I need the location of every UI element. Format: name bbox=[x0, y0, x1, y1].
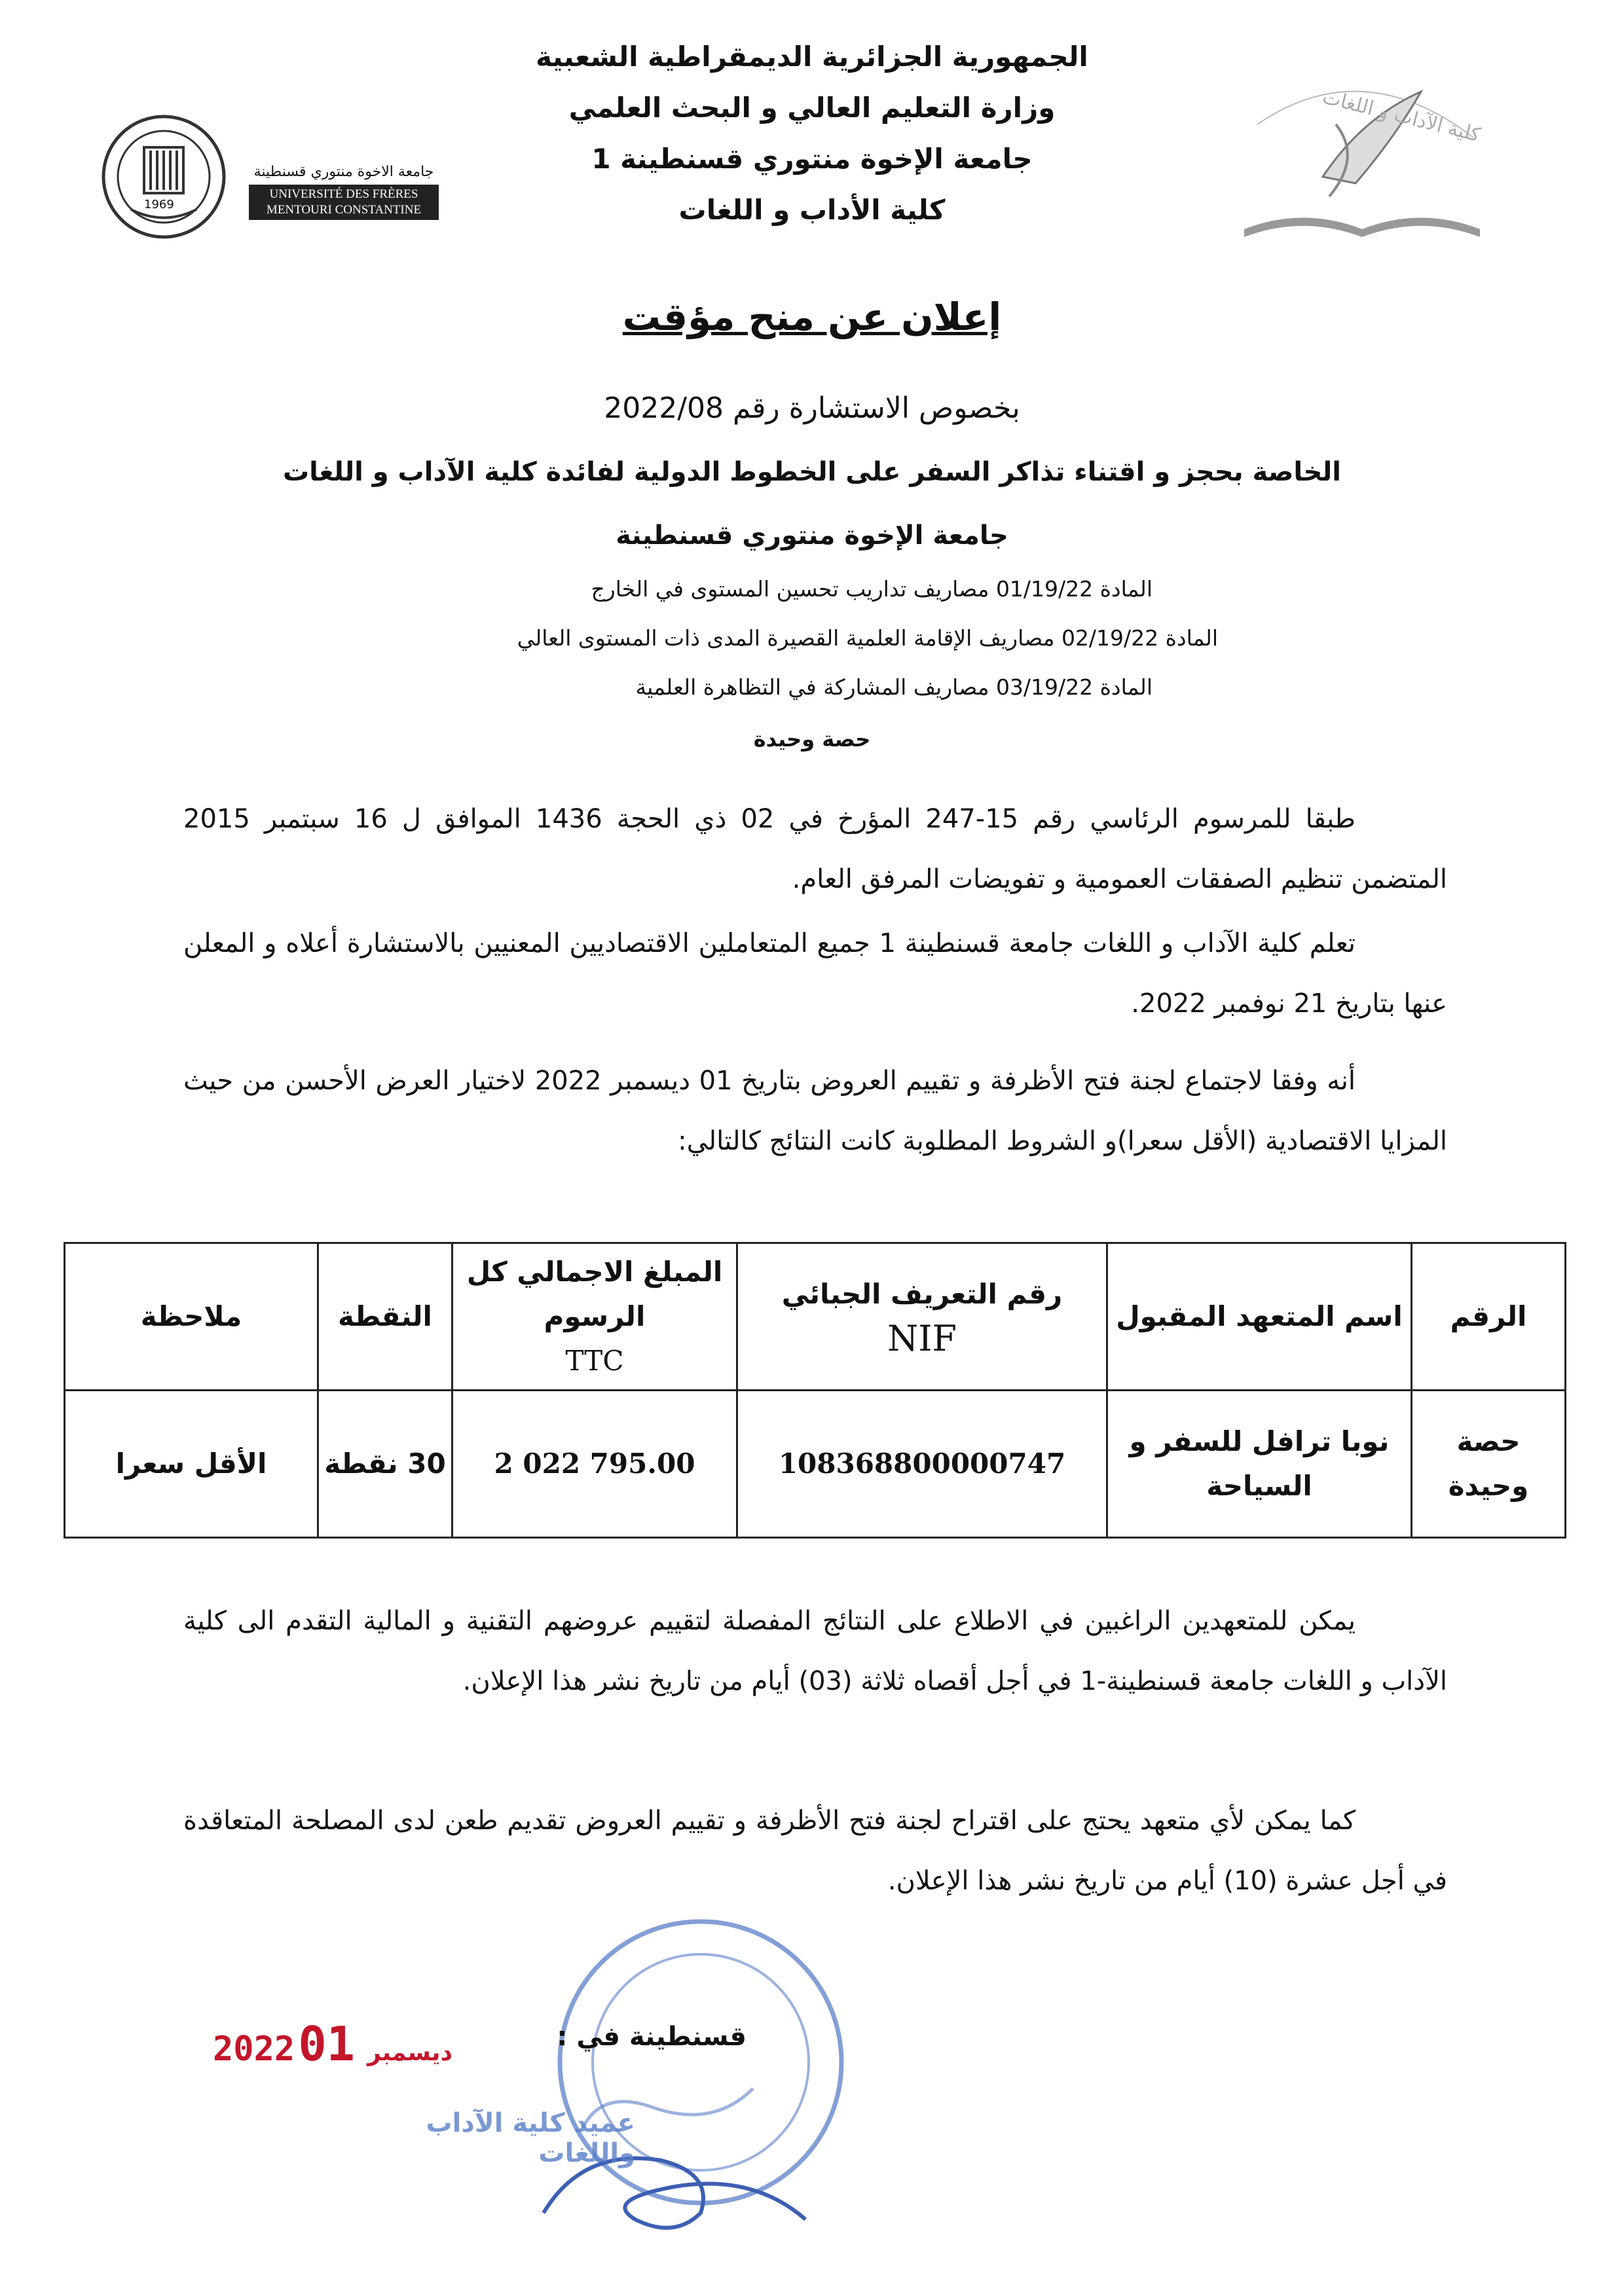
official-seal-icon bbox=[504, 1912, 871, 2252]
header-nif-latin: NIF bbox=[887, 1318, 957, 1359]
header-republic: الجمهورية الجزائرية الديمقراطية الشعبية bbox=[536, 41, 1088, 73]
cell-amount: 2 022 795.00 bbox=[452, 1391, 737, 1538]
header-score: النقطة bbox=[318, 1243, 452, 1391]
header-number: الرقم bbox=[1412, 1243, 1566, 1391]
article-3: المادة 03/19/22 مصاريف المشاركة في التظاهرة العلمية bbox=[635, 674, 1153, 700]
consultation-subject: الخاصة بحجز و اقتناء تذاكر السفر على الخطوط الدولية لفائدة كلية الآداب و اللغات bbox=[282, 457, 1341, 487]
cell-note: الأقل سعرا bbox=[65, 1391, 318, 1538]
footer-place: قسنطينة في : bbox=[557, 2022, 747, 2052]
header-note: ملاحظة bbox=[65, 1243, 318, 1391]
seal-dean-label: عميد كلية الآداب واللغات bbox=[426, 2108, 635, 2168]
date-stamp bbox=[213, 2016, 475, 2069]
stamp-year: 2022 bbox=[213, 2030, 295, 2069]
header-amount-ttc: TTC bbox=[565, 1345, 624, 1377]
article-2: المادة 02/19/22 مصاريف الإقامة العلمية القصيرة المدى ذات المستوى العالي bbox=[517, 625, 1218, 651]
document-title: إعلان عن منح مؤقت bbox=[622, 295, 1002, 339]
consultation-university: جامعة الإخوة منتوري قسنطينة bbox=[616, 520, 1008, 551]
header-ministry: وزارة التعليم العالي و البحث العلمي bbox=[568, 92, 1056, 124]
paragraph-committee bbox=[183, 1051, 1447, 1171]
paragraph-consultation-results-text: يمكن للمتعهدين الراغبين في الاطلاع على النتائج المفصلة لتقييم عروضهم التقنية و المالية التقدم الى كلية الآداب و اللغات جامعة قسنطينة-1 في أجل أقصاه ثلاثة (03) أيام من تاريخ نشر هذا الإعلان. bbox=[183, 1606, 1447, 1696]
header-university: جامعة الإخوة منتوري قسنطينة 1 bbox=[591, 143, 1033, 175]
cell-score: 30 نقطة bbox=[318, 1391, 452, 1538]
cell-bidder: نوبا ترافل للسفر و السياحة bbox=[1107, 1391, 1412, 1538]
university-year: 1969 bbox=[144, 198, 174, 211]
header-amount bbox=[452, 1243, 737, 1391]
stamp-month: ديسمبر bbox=[367, 2039, 452, 2066]
consultation-reference: بخصوص الاستشارة رقم 2022/08 bbox=[604, 392, 1020, 425]
header-nif-arabic: رقم التعريف الجبائي bbox=[781, 1278, 1063, 1310]
paragraph-appeal bbox=[183, 1791, 1447, 1911]
header-faculty: كلية الأداب و اللغات bbox=[678, 194, 946, 226]
university-latin-line1: UNIVERSITÉ DES FRÈRES bbox=[269, 187, 418, 201]
cell-nif: 108368800000747 bbox=[737, 1391, 1107, 1538]
cell-number: حصة وحيدة bbox=[1412, 1391, 1566, 1538]
paragraph-notice bbox=[183, 913, 1447, 1034]
header-nif bbox=[737, 1243, 1107, 1391]
university-name-arabic: جامعة الاخوة منتوري قسنطينة bbox=[253, 164, 434, 180]
header-amount-arabic: المبلغ الاجمالي كل الرسوم bbox=[466, 1256, 723, 1332]
paragraph-appeal-text: كما يمكن لأي متعهد يحتج على اقتراح لجنة فتح الأظرفة و تقييم العروض تقديم طعن لدى المصلحة المتعاقدة في أجل عشرة (10) أيام من تاريخ نشر هذا الإعلان. bbox=[183, 1806, 1447, 1896]
paragraph-notice-text: تعلم كلية الآداب و اللغات جامعة قسنطينة 1 جميع المتعاملين الاقتصاديين المعنيين بالاستشارة أعلاه و المعلن عنها بتاريخ 21 نوفمبر 2022. bbox=[183, 928, 1447, 1019]
table-row bbox=[65, 1391, 1566, 1538]
stamp-day: 01 bbox=[298, 2016, 356, 2071]
article-1: المادة 01/19/22 مصاريف تداريب تحسين المستوى في الخارج bbox=[591, 576, 1153, 602]
paragraph-decree-text: طبقا للمرسوم الرئاسي رقم 15-247 المؤرخ في 02 ذي الحجة 1436 الموافق ل 16 سبتمبر 2015 المتضمن تنظيم الصفقات العمومية و تفويضات المرفق العام. bbox=[183, 804, 1447, 894]
lot-label: حصة وحيدة bbox=[753, 727, 871, 752]
paragraph-consultation-results bbox=[183, 1591, 1447, 1711]
table-header-row bbox=[65, 1243, 1566, 1391]
results-table bbox=[64, 1242, 1566, 1539]
faculty-logo-text: كلية الآداب و اللغات bbox=[1320, 85, 1483, 147]
header-bidder: اسم المتعهد المقبول bbox=[1107, 1243, 1412, 1391]
university-latin-line2: MENTOURI CONSTANTINE bbox=[266, 203, 422, 217]
paragraph-committee-text: أنه وفقا لاجتماع لجنة فتح الأظرفة و تقييم العروض بتاريخ 01 ديسمبر 2022 لاختيار العرض الأحسن من حيث المزايا الاقتصادية (الأقل سعرا)و الشروط المطلوبة كانت النتائج كالتالي: bbox=[183, 1066, 1447, 1156]
paragraph-decree bbox=[183, 789, 1447, 909]
